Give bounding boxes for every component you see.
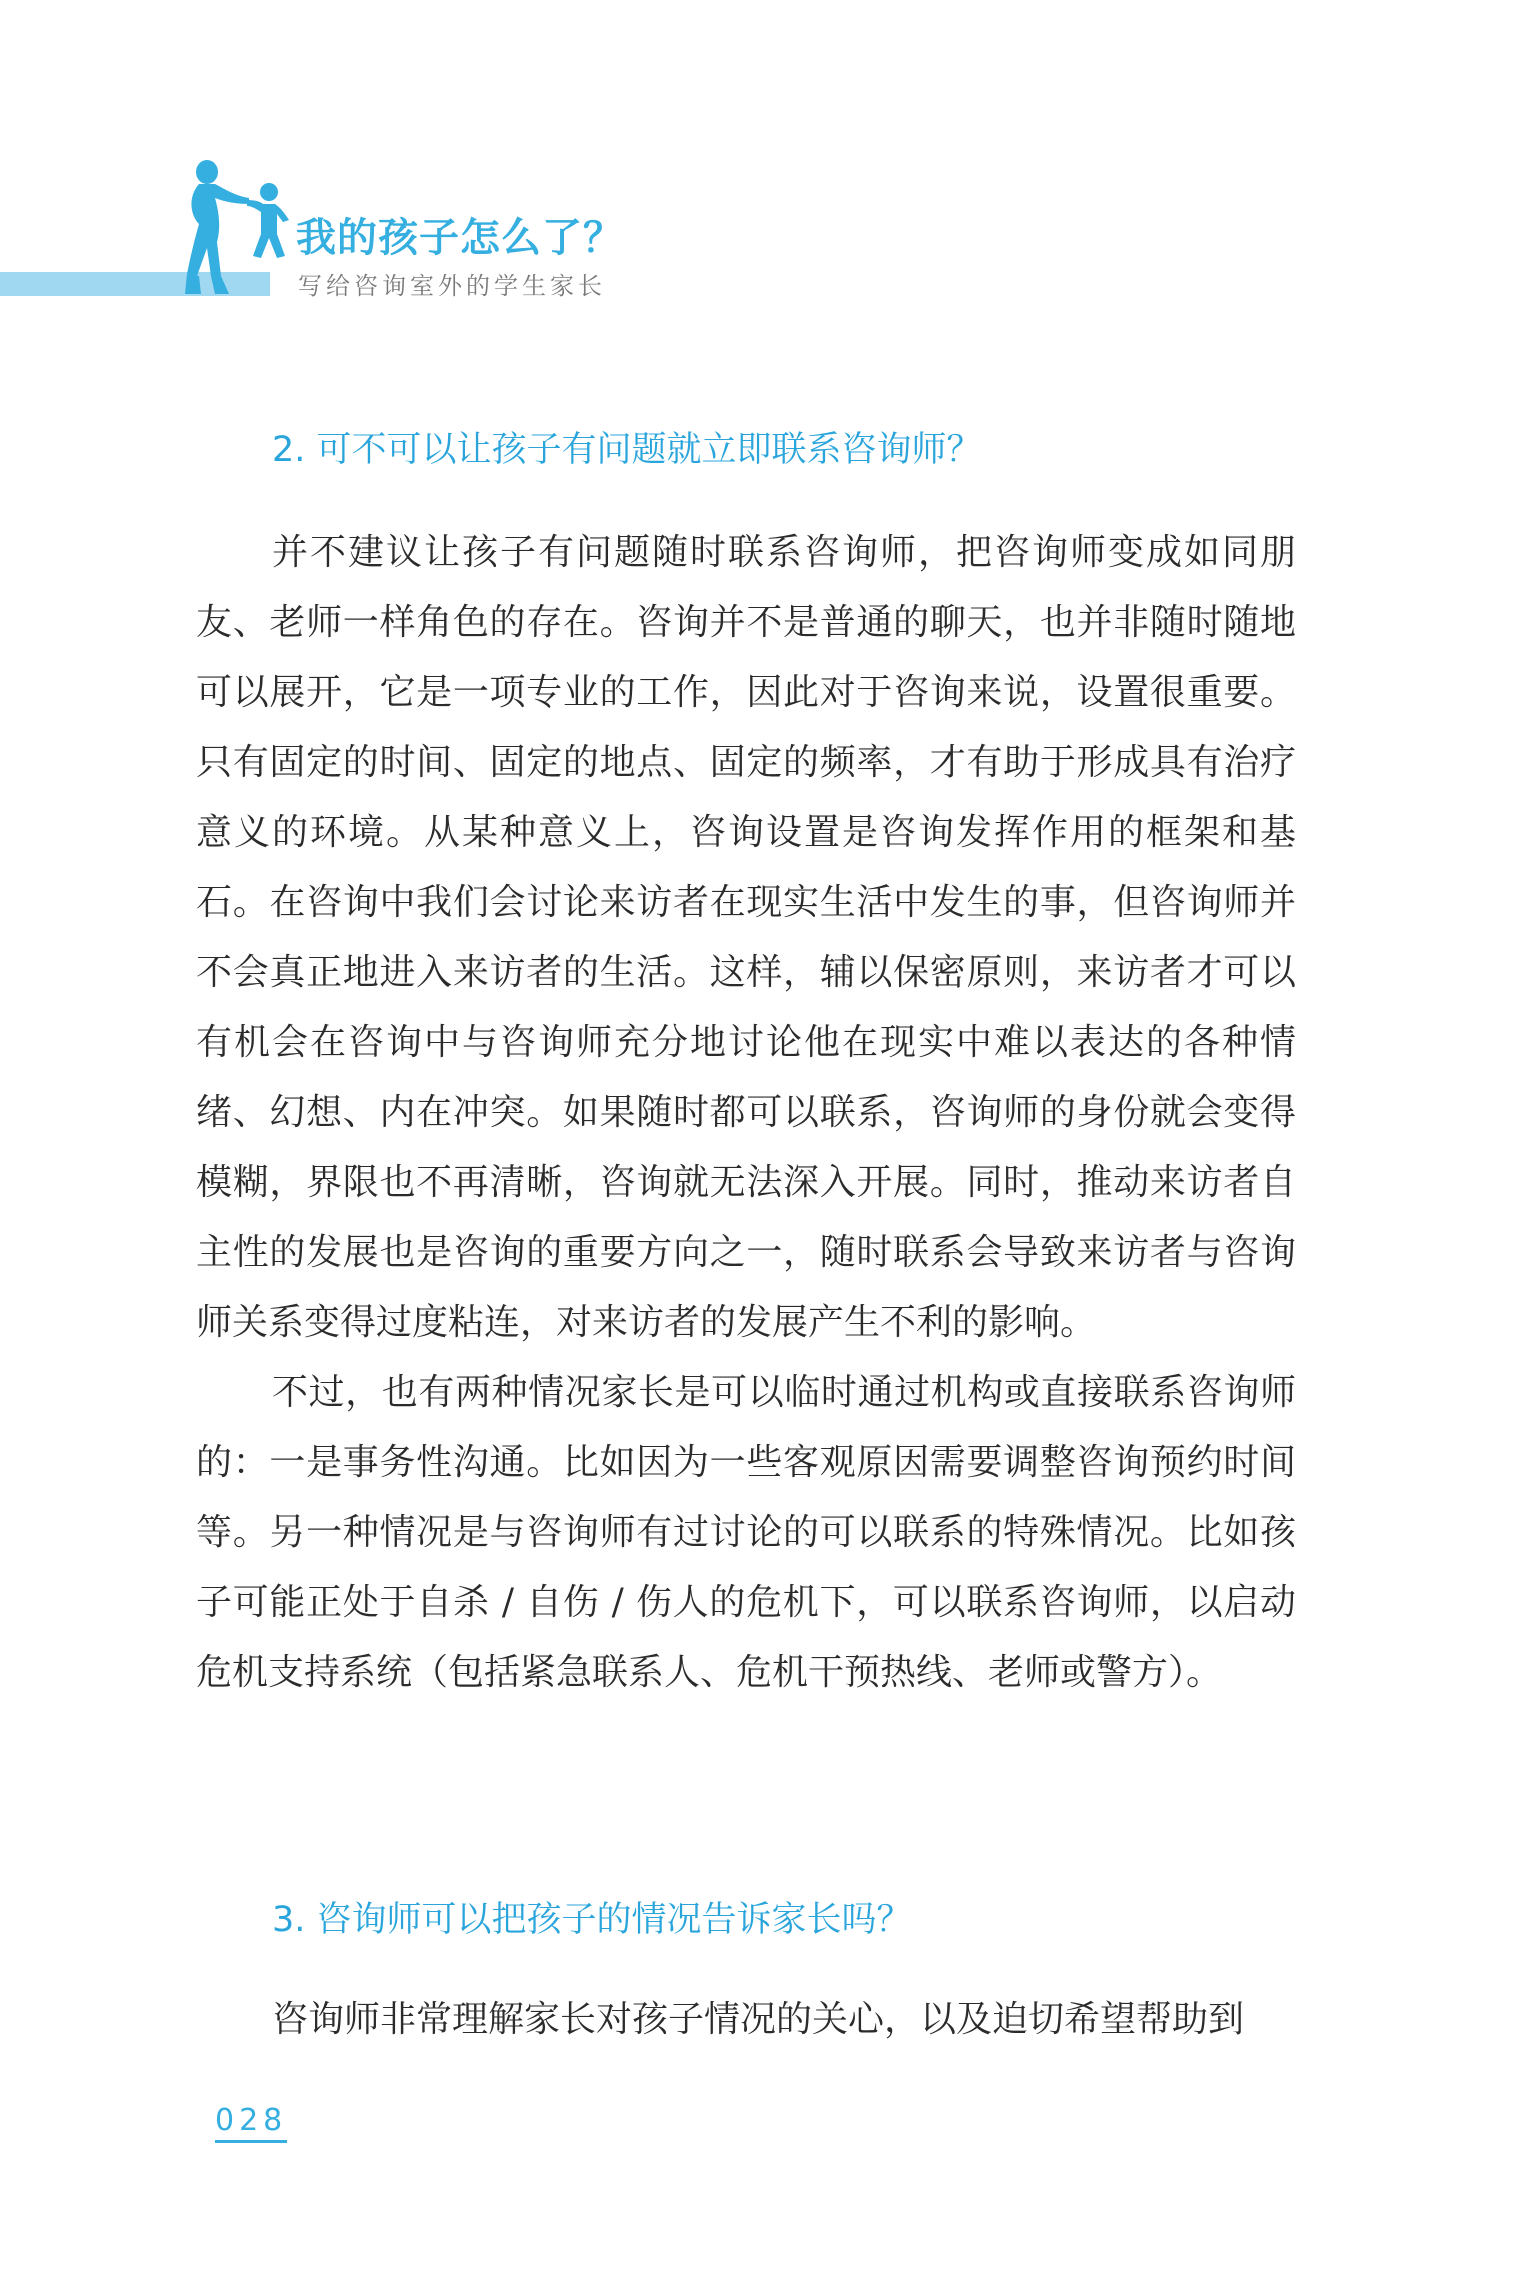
book-header: [0, 150, 700, 310]
section-3-body: [196, 1985, 1296, 2055]
section-2-paragraph-2: 不过，也有两种情况家长是可以临时通过机构或直接联系咨询师的：一是事务性沟通。比如因为一些客观原因需要调整咨询预约时间等。另一种情况是与咨询师有过讨论的可以联系的特殊情况。比如孩子可能正处于自杀 / 自伤 / 伤人的危机下，可以联系咨询师，以启动危机支持系统（包括紧急联系人、危机干预热线、老师或警方）。: [196, 1372, 1296, 1693]
section-2-body: [196, 518, 1296, 1708]
section-3-heading: 3. 咨询师可以把孩子的情况告诉家长吗？: [272, 1900, 912, 1940]
page-number: 028: [215, 2103, 287, 2143]
section-2-heading: 2. 可不可以让孩子有问题就立即联系咨询师？: [272, 430, 982, 470]
book-title: 我的孩子怎么了？: [296, 215, 624, 261]
parent-child-silhouette-icon: [185, 158, 295, 298]
section-3-paragraph-1: 咨询师非常理解家长对孩子情况的关心，以及迫切希望帮助到: [272, 1999, 1245, 2040]
book-subtitle: 写给咨询室外的学生家长: [298, 272, 606, 300]
section-2-paragraph-1: 并不建议让孩子有问题随时联系咨询师，把咨询师变成如同朋友、老师一样角色的存在。咨询并不是普通的聊天，也并非随时随地可以展开，它是一项专业的工作，因此对于咨询来说，设置很重要。只有固定的时间、固定的地点、固定的频率，才有助于形成具有治疗意义的环境。从某种意义上，咨询设置是咨询发挥作用的框架和基石。在咨询中我们会讨论来访者在现实生活中发生的事，但咨询师并不会真正地进入来访者的生活。这样，辅以保密原则，来访者才可以有机会在咨询中与咨询师充分地讨论他在现实中难以表达的各种情绪、幻想、内在冲突。如果随时都可以联系，咨询师的身份就会变得模糊，界限也不再清晰，咨询就无法深入开展。同时，推动来访者自主性的发展也是咨询的重要方向之一，随时联系会导致来访者与咨询师关系变得过度粘连，对来访者的发展产生不利的影响。: [196, 532, 1296, 1343]
